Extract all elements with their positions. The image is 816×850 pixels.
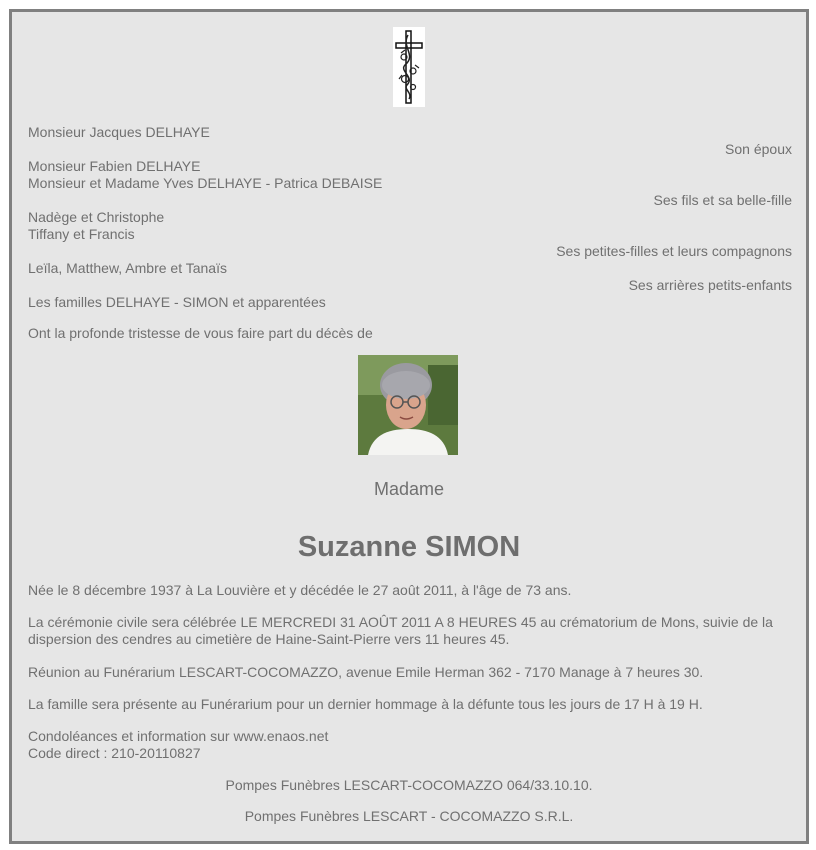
obituary-card — [9, 9, 809, 844]
sons-role: Ses fils et sa belle-fille — [653, 192, 792, 208]
ceremony-text: La cérémonie civile sera célébrée LE MERCREDI 31 AOÛT 2011 A 8 HEURES 45 au crématorium de Mons, suivie de la dispersion des cendres au cimetière de Haine-Saint-Pierre vers 11 heures 45. — [28, 614, 773, 647]
cross-icon — [393, 27, 425, 107]
code-text: Code direct : 210-20110827 — [28, 745, 201, 761]
presence-text: La famille sera présente au Funérarium pour un dernier hommage à la défunte tous les jours de 17 H à 19 H. — [28, 696, 703, 712]
funeral-home-name: Pompes Funèbres LESCART - COCOMAZZO S.R.L. — [244, 808, 574, 824]
condolences-text: Condoléances et information sur www.enaos.net — [28, 728, 329, 744]
great-grandchildren-names: Leïla, Matthew, Ambre et Tanaïs — [28, 260, 227, 276]
son-name: Monsieur Fabien DELHAYE — [28, 158, 201, 174]
families-line: Les familles DELHAYE - SIMON et apparentées — [28, 294, 326, 310]
husband-name: Monsieur Jacques DELHAYE — [28, 124, 210, 140]
son-name: Monsieur et Madame Yves DELHAYE - Patrica DEBAISE — [28, 175, 383, 191]
portrait-photo — [358, 355, 458, 455]
birth-death-text: Née le 8 décembre 1937 à La Louvière et y décédée le 27 août 2011, à l'âge de 73 ans. — [28, 582, 572, 598]
funeral-home-contact: Pompes Funèbres LESCART-COCOMAZZO 064/33.10.10. — [225, 777, 593, 793]
husband-role: Son époux — [725, 141, 792, 157]
deceased-title: Madame — [373, 479, 445, 499]
meeting-text: Réunion au Funérarium LESCART-COCOMAZZO, avenue Emile Herman 362 - 7170 Manage à 7 heures 30. — [28, 664, 704, 680]
great-grandchildren-role: Ses arrières petits-enfants — [628, 277, 792, 293]
grandchildren-role: Ses petites-filles et leurs compagnons — [556, 243, 792, 259]
deceased-name: Suzanne SIMON — [297, 531, 521, 563]
grandchild-name: Tiffany et Francis — [28, 226, 135, 242]
grandchild-name: Nadège et Christophe — [28, 209, 165, 225]
announcement: Ont la profonde tristesse de vous faire part du décès de — [28, 325, 373, 341]
